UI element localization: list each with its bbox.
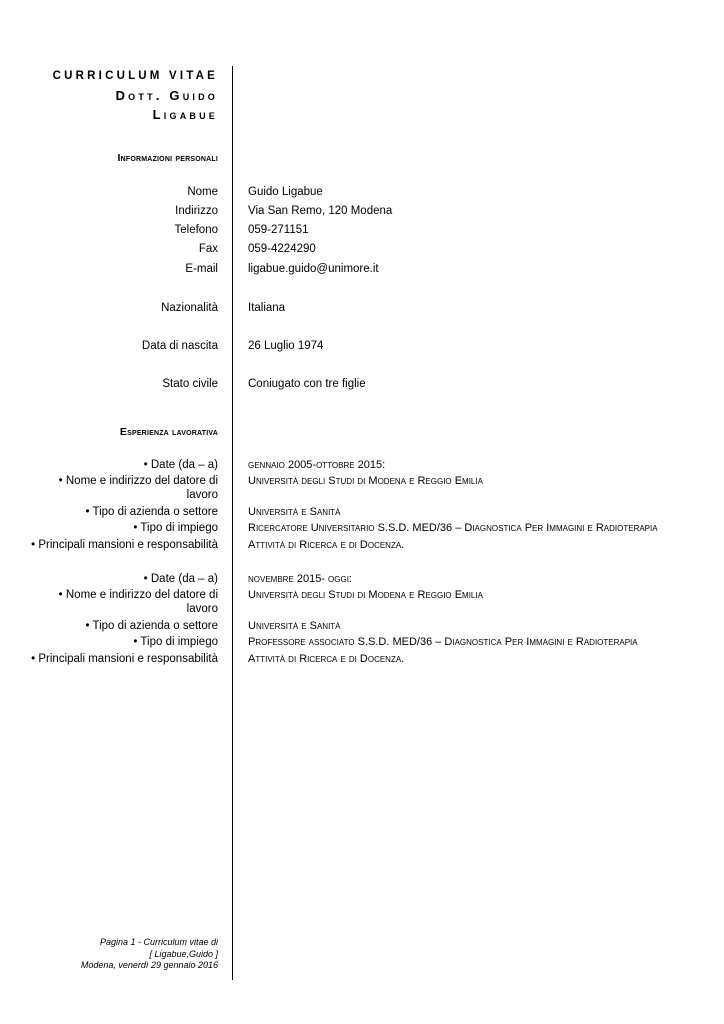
label-fax: Fax: [198, 243, 218, 255]
entry1-date: gennaio 2005-ottobre 2015:: [248, 459, 386, 471]
label-data-nascita: Data di nascita: [141, 340, 218, 352]
value-nazionalita: Italiana: [248, 302, 286, 314]
label-job: • Tipo di impiego: [133, 522, 218, 534]
cv-title-line3: Ligabue: [152, 107, 218, 122]
label-date: • Date (da – a): [143, 573, 218, 585]
label-duties: • Principali mansioni e responsabilità: [31, 539, 218, 551]
section-heading-experience: Esperienza lavorativa: [119, 426, 218, 438]
entry2-duties: Attività di Ricerca e di Docenza.: [248, 653, 405, 665]
label-job: • Tipo di impiego: [133, 636, 218, 648]
entry1-duties: Attività di Ricerca e di Docenza.: [248, 539, 405, 551]
label-employer: [59, 474, 218, 502]
label-date: • Date (da – a): [143, 459, 218, 471]
label-nazionalita: Nazionalità: [161, 302, 218, 314]
value-email[interactable]: ligabue.guido@unimore.it: [248, 263, 379, 275]
value-indirizzo: Via San Remo, 120 Modena: [248, 205, 393, 217]
label-employer-line1: • Nome e indirizzo del datore di: [58, 589, 218, 601]
entry1-employer: Università degli Studi di Modena e Reggio Emilia: [248, 475, 483, 487]
footer-line3: Modena, venerdì 29 gennaio 2016: [80, 960, 218, 970]
label-stato-civile: Stato civile: [162, 378, 218, 390]
label-email: E-mail: [185, 263, 218, 275]
section-heading-personal: Informazioni personali: [117, 152, 218, 164]
label-sector: • Tipo di azienda o settore: [85, 620, 218, 632]
value-fax: 059-4224290: [248, 243, 316, 255]
cv-title: [53, 67, 218, 124]
label-duties: • Principali mansioni e responsabilità: [31, 653, 218, 665]
label-indirizzo: Indirizzo: [175, 205, 218, 217]
label-employer-line2: lavoro: [186, 603, 218, 615]
footer-line1: Pagina 1 - Curriculum vitae di: [99, 937, 218, 947]
vertical-divider: [232, 66, 233, 980]
entry2-employer: Università degli Studi di Modena e Reggio Emilia: [248, 589, 483, 601]
entry1-job: Ricercatore Universitario S.S.D. MED/36 – Diagnostica Per Immagini e Radioterapia: [248, 522, 658, 534]
entry1-sector: Università e Sanità: [248, 506, 341, 518]
label-telefono: Telefono: [174, 224, 218, 236]
value-stato-civile: Coniugato con tre figlie: [248, 378, 366, 390]
label-sector: • Tipo di azienda o settore: [85, 506, 218, 518]
label-employer: [59, 588, 218, 616]
entry2-date: novembre 2015- oggi:: [248, 573, 352, 585]
value-data-nascita: 26 Luglio 1974: [248, 340, 324, 352]
entry2-sector: Università e Sanità: [248, 620, 341, 632]
cv-title-line1: CURRICULUM VITAE: [52, 70, 218, 82]
page-footer: [58, 937, 218, 972]
footer-line2: [ Ligabue,Guido ]: [149, 948, 218, 959]
value-telefono: 059-271151: [248, 224, 309, 236]
label-employer-line2: lavoro: [186, 489, 218, 501]
cv-title-line2: Dott. Guido: [115, 88, 218, 103]
label-employer-line1: • Nome e indirizzo del datore di: [58, 475, 218, 487]
label-nome: Nome: [187, 186, 218, 198]
entry2-job: Professore associato S.S.D. MED/36 – Diagnostica Per Immagini e Radioterapia: [248, 636, 638, 648]
value-nome: Guido Ligabue: [248, 186, 323, 198]
